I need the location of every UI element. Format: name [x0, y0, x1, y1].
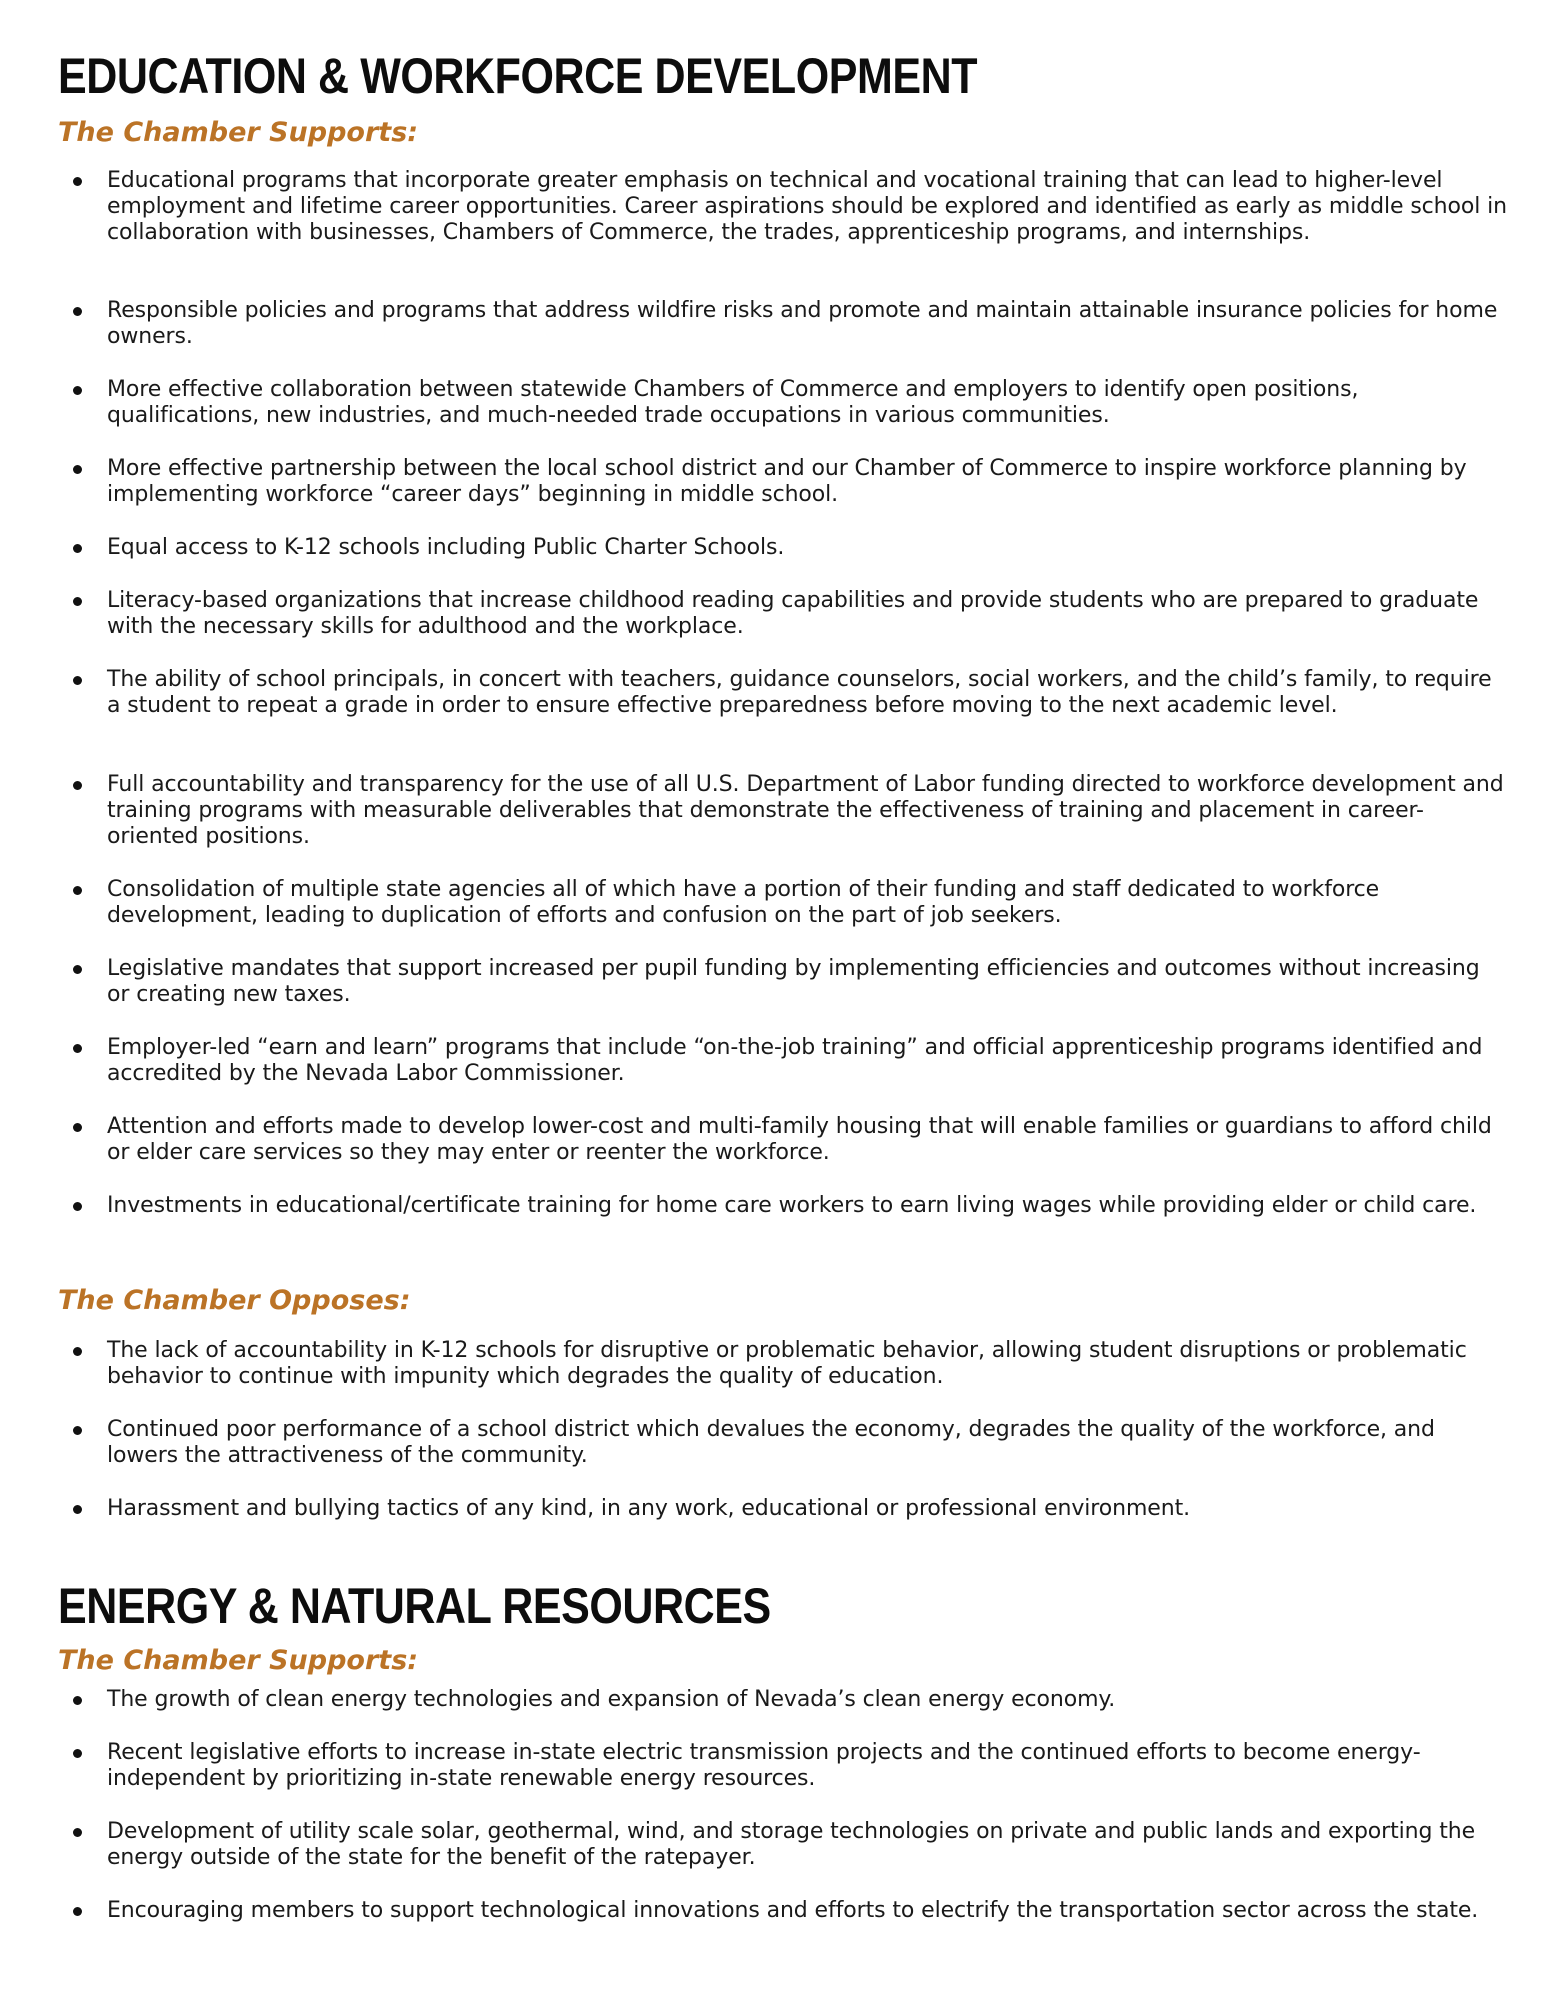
- list-item: Full accountability and transparency for the use of all U.S. Department of Labor funding directed to workforce development and training programs with measurable deliverables that demonstrate the effectiveness of training and placement in career-oriented positions.: [0, 772, 1507, 850]
- list-item: Development of utility scale solar, geothermal, wind, and storage technologies on private and public lands and exporting the energy outside of the state for the benefit of the ratepayer.: [0, 1819, 1507, 1871]
- bullet-icon: [73, 597, 82, 606]
- list-item: The lack of accountability in K-12 schools for disruptive or problematic behavior, allowing student disruptions or problematic behavior to continue with impunity which degrades the quality of education.: [0, 1338, 1507, 1390]
- list-item: Harassment and bullying tactics of any kind, in any work, educational or professional environment.: [0, 1496, 1507, 1522]
- bullet-icon: [73, 1044, 82, 1053]
- bullet-icon: [73, 1907, 82, 1916]
- bullet-icon: [73, 307, 82, 316]
- bullet-icon: [73, 177, 82, 186]
- supports-heading-education: The Chamber Supports:: [58, 117, 419, 148]
- list-item: Recent legislative efforts to increase in-state electric transmission projects and the continued efforts to become energy-independent by prioritizing in-state renewable energy resources.: [0, 1740, 1507, 1792]
- section-title-education: EDUCATION & WORKFORCE DEVELOPMENT: [58, 48, 978, 104]
- list-item: More effective collaboration between statewide Chambers of Commerce and employers to identify open positions, qualifications, new industries, and much-needed trade occupations in various communities.: [0, 377, 1507, 429]
- section-title-energy: ENERGY & NATURAL RESOURCES: [58, 1578, 771, 1634]
- opposes-heading-education: The Chamber Opposes:: [58, 1285, 411, 1316]
- list-item: Attention and efforts made to develop lower-cost and multi-family housing that will enable families or guardians to afford child or elder care services so they may enter or reenter the workforce.: [0, 1114, 1507, 1166]
- bullet-icon: [73, 1505, 82, 1514]
- list-item: Employer-led “earn and learn” programs that include “on-the-job training” and official apprenticeship programs identified and accredited by the Nevada Labor Commissioner.: [0, 1035, 1507, 1087]
- bullet-icon: [73, 676, 82, 685]
- bullet-icon: [73, 886, 82, 895]
- bullet-icon: [73, 386, 82, 395]
- list-item: Responsible policies and programs that address wildfire risks and promote and maintain attainable insurance policies for home owners.: [0, 298, 1507, 350]
- list-item: The growth of clean energy technologies and expansion of Nevada’s clean energy economy.: [0, 1687, 1507, 1713]
- list-item: Encouraging members to support technological innovations and efforts to electrify the transportation sector across the state.: [0, 1898, 1507, 1924]
- list-item: More effective partnership between the local school district and our Chamber of Commerce to inspire workforce planning by implementing workforce “career days” beginning in middle school.: [0, 456, 1507, 508]
- bullet-icon: [73, 465, 82, 474]
- bullet-icon: [73, 1749, 82, 1758]
- supports-heading-energy: The Chamber Supports:: [58, 1645, 419, 1676]
- bullet-icon: [73, 1347, 82, 1356]
- list-item: Educational programs that incorporate greater emphasis on technical and vocational training that can lead to higher-level employment and lifetime career opportunities. Career aspirations should be explored and identified as early as middle school in collaboration with businesses, Chambers of Commerce, the trades, apprenticeship programs, and internships.: [0, 168, 1507, 246]
- list-item: Consolidation of multiple state agencies all of which have a portion of their funding and staff dedicated to workforce development, leading to duplication of efforts and confusion on the part of job seekers.: [0, 877, 1507, 929]
- bullet-icon: [73, 965, 82, 974]
- bullet-icon: [73, 781, 82, 790]
- bullet-icon: [73, 1828, 82, 1837]
- list-item: Investments in educational/certificate training for home care workers to earn living wages while providing elder or child care.: [0, 1193, 1507, 1219]
- bullet-icon: [73, 1426, 82, 1435]
- list-item: Literacy-based organizations that increase childhood reading capabilities and provide students who are prepared to graduate with the necessary skills for adulthood and the workplace.: [0, 588, 1507, 640]
- bullet-icon: [73, 544, 82, 553]
- bullet-icon: [73, 1202, 82, 1211]
- list-item: Equal access to K-12 schools including Public Charter Schools.: [0, 535, 1507, 561]
- bullet-icon: [73, 1696, 82, 1705]
- list-item: Continued poor performance of a school district which devalues the economy, degrades the quality of the workforce, and lowers the attractiveness of the community.: [0, 1417, 1507, 1469]
- list-item: Legislative mandates that support increased per pupil funding by implementing efficiencies and outcomes without increasing or creating new taxes.: [0, 956, 1507, 1008]
- bullet-icon: [73, 1123, 82, 1132]
- list-item: The ability of school principals, in concert with teachers, guidance counselors, social workers, and the child’s family, to require a student to repeat a grade in order to ensure effective preparedness before moving to the next academic level.: [0, 667, 1507, 719]
